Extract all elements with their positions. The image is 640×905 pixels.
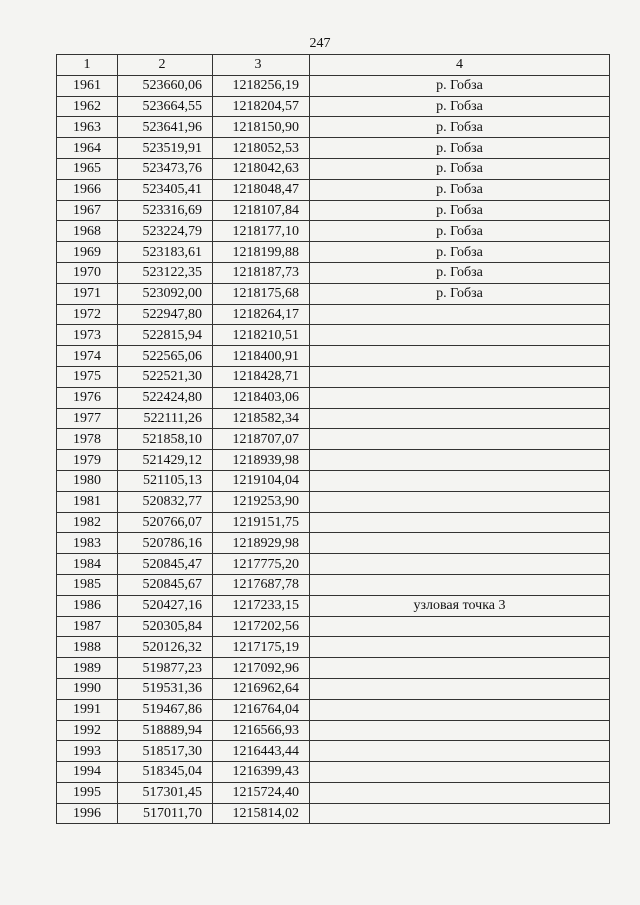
cell-description: [310, 574, 610, 595]
cell-y-coordinate: 1217092,96: [213, 658, 310, 679]
cell-y-coordinate: 1218403,06: [213, 387, 310, 408]
cell-y-coordinate: 1218175,68: [213, 283, 310, 304]
cell-y-coordinate: 1217775,20: [213, 554, 310, 575]
cell-x-coordinate: 522111,26: [118, 408, 213, 429]
cell-y-coordinate: 1218052,53: [213, 138, 310, 159]
cell-y-coordinate: 1215724,40: [213, 782, 310, 803]
column-header: 3: [213, 55, 310, 76]
cell-y-coordinate: 1218939,98: [213, 450, 310, 471]
cell-description: р. Гобза: [310, 117, 610, 138]
cell-y-coordinate: 1216399,43: [213, 762, 310, 783]
cell-x-coordinate: 518517,30: [118, 741, 213, 762]
cell-x-coordinate: 521429,12: [118, 450, 213, 471]
cell-description: р. Гобза: [310, 138, 610, 159]
table-row: [57, 450, 610, 471]
cell-y-coordinate: 1217233,15: [213, 595, 310, 616]
cell-point-number: 1976: [57, 387, 118, 408]
cell-description: р. Гобза: [310, 96, 610, 117]
cell-x-coordinate: 522815,94: [118, 325, 213, 346]
cell-point-number: 1978: [57, 429, 118, 450]
cell-x-coordinate: 519877,23: [118, 658, 213, 679]
cell-description: р. Гобза: [310, 200, 610, 221]
cell-x-coordinate: 522424,80: [118, 387, 213, 408]
table-row: [57, 221, 610, 242]
cell-description: [310, 429, 610, 450]
cell-x-coordinate: 518345,04: [118, 762, 213, 783]
cell-description: [310, 803, 610, 824]
cell-description: [310, 533, 610, 554]
table-row: [57, 242, 610, 263]
cell-point-number: 1996: [57, 803, 118, 824]
cell-x-coordinate: 520427,16: [118, 595, 213, 616]
cell-description: [310, 304, 610, 325]
table-row: [57, 304, 610, 325]
cell-description: [310, 637, 610, 658]
table-row: [57, 616, 610, 637]
cell-y-coordinate: 1218042,63: [213, 158, 310, 179]
cell-x-coordinate: 522521,30: [118, 366, 213, 387]
cell-x-coordinate: 517301,45: [118, 782, 213, 803]
cell-y-coordinate: 1216962,64: [213, 678, 310, 699]
cell-description: [310, 782, 610, 803]
cell-description: [310, 678, 610, 699]
cell-y-coordinate: 1218199,88: [213, 242, 310, 263]
cell-y-coordinate: 1218264,17: [213, 304, 310, 325]
column-header: 1: [57, 55, 118, 76]
cell-description: р. Гобза: [310, 283, 610, 304]
cell-point-number: 1977: [57, 408, 118, 429]
cell-y-coordinate: 1217175,19: [213, 637, 310, 658]
cell-point-number: 1990: [57, 678, 118, 699]
cell-point-number: 1985: [57, 574, 118, 595]
table-row: [57, 699, 610, 720]
table-row: [57, 387, 610, 408]
cell-y-coordinate: 1219151,75: [213, 512, 310, 533]
table-row: [57, 325, 610, 346]
cell-y-coordinate: 1218582,34: [213, 408, 310, 429]
cell-y-coordinate: 1216764,04: [213, 699, 310, 720]
cell-point-number: 1979: [57, 450, 118, 471]
cell-x-coordinate: 523660,06: [118, 75, 213, 96]
table-row: [57, 158, 610, 179]
cell-point-number: 1970: [57, 262, 118, 283]
cell-point-number: 1961: [57, 75, 118, 96]
table-row: [57, 678, 610, 699]
table-row: [57, 803, 610, 824]
cell-point-number: 1982: [57, 512, 118, 533]
table-row: [57, 762, 610, 783]
cell-x-coordinate: 520832,77: [118, 491, 213, 512]
cell-x-coordinate: 522565,06: [118, 346, 213, 367]
cell-y-coordinate: 1218428,71: [213, 366, 310, 387]
cell-point-number: 1983: [57, 533, 118, 554]
coordinates-table: [56, 54, 610, 824]
cell-description: [310, 616, 610, 637]
cell-description: р. Гобза: [310, 221, 610, 242]
table-row: [57, 366, 610, 387]
cell-description: [310, 658, 610, 679]
cell-description: [310, 512, 610, 533]
column-header: 4: [310, 55, 610, 76]
cell-description: р. Гобза: [310, 262, 610, 283]
table-row: [57, 346, 610, 367]
cell-point-number: 1963: [57, 117, 118, 138]
cell-point-number: 1971: [57, 283, 118, 304]
cell-y-coordinate: 1218107,84: [213, 200, 310, 221]
cell-description: [310, 387, 610, 408]
cell-point-number: 1974: [57, 346, 118, 367]
cell-x-coordinate: 519531,36: [118, 678, 213, 699]
table-row: [57, 637, 610, 658]
cell-x-coordinate: 523183,61: [118, 242, 213, 263]
cell-description: [310, 741, 610, 762]
cell-point-number: 1993: [57, 741, 118, 762]
cell-point-number: 1966: [57, 179, 118, 200]
cell-point-number: 1995: [57, 782, 118, 803]
cell-point-number: 1987: [57, 616, 118, 637]
cell-x-coordinate: 519467,86: [118, 699, 213, 720]
cell-description: р. Гобза: [310, 242, 610, 263]
cell-y-coordinate: 1218707,07: [213, 429, 310, 450]
cell-x-coordinate: 520786,16: [118, 533, 213, 554]
cell-x-coordinate: 523316,69: [118, 200, 213, 221]
cell-y-coordinate: 1218256,19: [213, 75, 310, 96]
cell-x-coordinate: 523405,41: [118, 179, 213, 200]
cell-description: узловая точка 3: [310, 595, 610, 616]
cell-point-number: 1984: [57, 554, 118, 575]
cell-x-coordinate: 521105,13: [118, 470, 213, 491]
cell-x-coordinate: 521858,10: [118, 429, 213, 450]
table-row: [57, 554, 610, 575]
cell-point-number: 1972: [57, 304, 118, 325]
cell-x-coordinate: 520305,84: [118, 616, 213, 637]
cell-y-coordinate: 1219253,90: [213, 491, 310, 512]
cell-point-number: 1973: [57, 325, 118, 346]
cell-point-number: 1988: [57, 637, 118, 658]
table-row: [57, 96, 610, 117]
cell-x-coordinate: 523664,55: [118, 96, 213, 117]
cell-y-coordinate: 1218210,51: [213, 325, 310, 346]
table-body: [57, 75, 610, 824]
cell-description: р. Гобза: [310, 158, 610, 179]
cell-point-number: 1975: [57, 366, 118, 387]
cell-y-coordinate: 1217687,78: [213, 574, 310, 595]
cell-y-coordinate: 1215814,02: [213, 803, 310, 824]
cell-x-coordinate: 523092,00: [118, 283, 213, 304]
cell-point-number: 1992: [57, 720, 118, 741]
cell-y-coordinate: 1218204,57: [213, 96, 310, 117]
cell-y-coordinate: 1218048,47: [213, 179, 310, 200]
cell-point-number: 1964: [57, 138, 118, 159]
cell-description: [310, 491, 610, 512]
table-row: [57, 491, 610, 512]
cell-y-coordinate: 1218177,10: [213, 221, 310, 242]
cell-x-coordinate: 518889,94: [118, 720, 213, 741]
column-header: 2: [118, 55, 213, 76]
table-row: [57, 117, 610, 138]
table-row: [57, 658, 610, 679]
cell-x-coordinate: 520126,32: [118, 637, 213, 658]
cell-description: р. Гобза: [310, 179, 610, 200]
cell-y-coordinate: 1216566,93: [213, 720, 310, 741]
cell-x-coordinate: 522947,80: [118, 304, 213, 325]
table-row: [57, 429, 610, 450]
cell-description: [310, 470, 610, 491]
cell-description: [310, 325, 610, 346]
cell-point-number: 1981: [57, 491, 118, 512]
cell-description: [310, 450, 610, 471]
table-row: [57, 470, 610, 491]
cell-point-number: 1991: [57, 699, 118, 720]
table-row: [57, 179, 610, 200]
cell-description: [310, 762, 610, 783]
cell-point-number: 1968: [57, 221, 118, 242]
cell-y-coordinate: 1217202,56: [213, 616, 310, 637]
table-row: [57, 283, 610, 304]
cell-description: р. Гобза: [310, 75, 610, 96]
cell-y-coordinate: 1216443,44: [213, 741, 310, 762]
cell-x-coordinate: 523224,79: [118, 221, 213, 242]
cell-description: [310, 554, 610, 575]
cell-y-coordinate: 1218929,98: [213, 533, 310, 554]
cell-x-coordinate: 523641,96: [118, 117, 213, 138]
cell-description: [310, 699, 610, 720]
table-row: [57, 408, 610, 429]
cell-description: [310, 366, 610, 387]
cell-description: [310, 346, 610, 367]
table-row: [57, 741, 610, 762]
cell-description: [310, 720, 610, 741]
cell-x-coordinate: 517011,70: [118, 803, 213, 824]
table-row: [57, 75, 610, 96]
cell-y-coordinate: 1218150,90: [213, 117, 310, 138]
table-row: [57, 720, 610, 741]
cell-x-coordinate: 520845,47: [118, 554, 213, 575]
table-row: [57, 782, 610, 803]
cell-point-number: 1965: [57, 158, 118, 179]
cell-point-number: 1986: [57, 595, 118, 616]
table-header-row: [57, 55, 610, 76]
cell-point-number: 1969: [57, 242, 118, 263]
cell-point-number: 1967: [57, 200, 118, 221]
page-number: 247: [309, 36, 331, 51]
cell-y-coordinate: 1218400,91: [213, 346, 310, 367]
cell-x-coordinate: 523519,91: [118, 138, 213, 159]
table-row: [57, 574, 610, 595]
cell-y-coordinate: 1218187,73: [213, 262, 310, 283]
table-row: [57, 595, 610, 616]
cell-x-coordinate: 520845,67: [118, 574, 213, 595]
cell-y-coordinate: 1219104,04: [213, 470, 310, 491]
cell-x-coordinate: 520766,07: [118, 512, 213, 533]
cell-point-number: 1962: [57, 96, 118, 117]
cell-point-number: 1994: [57, 762, 118, 783]
table-row: [57, 533, 610, 554]
table-row: [57, 200, 610, 221]
cell-point-number: 1989: [57, 658, 118, 679]
cell-x-coordinate: 523122,35: [118, 262, 213, 283]
cell-description: [310, 408, 610, 429]
table-row: [57, 138, 610, 159]
cell-x-coordinate: 523473,76: [118, 158, 213, 179]
table-row: [57, 262, 610, 283]
table-row: [57, 512, 610, 533]
cell-point-number: 1980: [57, 470, 118, 491]
